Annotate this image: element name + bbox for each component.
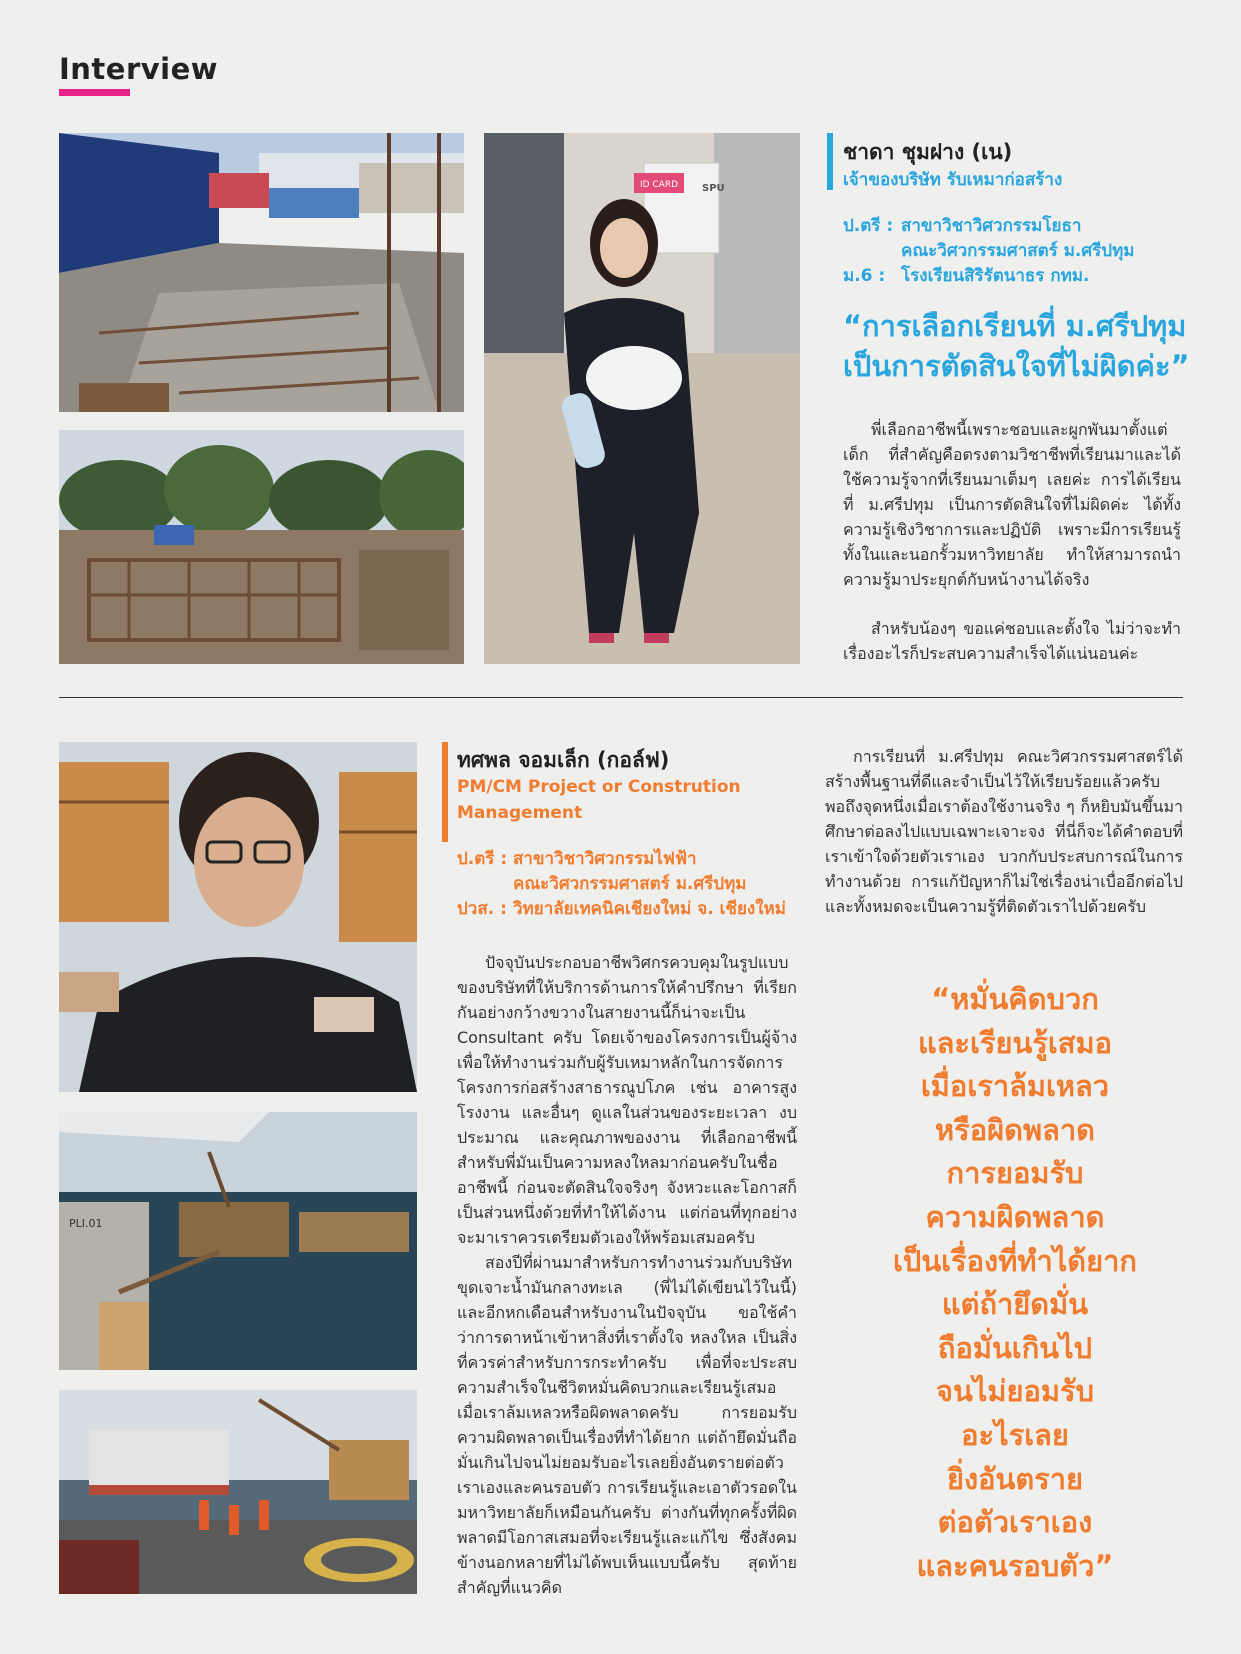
profile2-accent-bar [442, 742, 448, 842]
offshore-platform-photo-1 [59, 1112, 417, 1370]
profile2-body-paragraph-1: ปัจจุบันประกอบอาชีพวิศกรควบคุมในรูปแบบของบริษัทที่ให้บริการด้านการให้คำปรึกษา ที่เรียกกันอย่างกว้างขวางในสายงานนี้ก็น่าจะเป็น Consultant ครับ โดยเจ้าของโครงการเป็นผู้จ้างเพื่อให้ทำงานร่วมกับผู้รับเหมาหลักในการจัดการโครงการก่อสร้างสาธารณูปโภค เช่น อาคารสูง โรงงาน และอื่นๆ ดูแลในส่วนของระยะเวลา งบประมาณ และคุณภาพของงาน ที่เลือกอาชีพนี้ สำหรับพี่มันเป็นความหลงใหลมาก่อนครับในชื่ออาชีพนี้ ก่อนจะตัดสินใจจริงๆ จังหวะและโอกาสก็เป็นส่วนหนึ่งด้วยที่ทำให้ได้งาน แต่ก่อนที่ทุกอย่างจะมาเราควรเตรียมตัวเองให้พร้อมเสมอครับ [457, 953, 797, 1247]
profile2-education [457, 847, 786, 922]
education-value: สาขาวิชาวิศวกรรมไฟฟ้า [513, 849, 697, 869]
id-card-sign-text: ID CARD [639, 180, 679, 190]
profile2-name: ทศพล จอมเล็ก (กอล์ฟ) [457, 748, 670, 772]
education-row [843, 264, 1135, 289]
profile1-body-paragraph-2: สำหรับน้องๆ ขอแค่ชอบและตั้งใจ ไม่ว่าจะทำเรื่องอะไรก็ประสบความสำเร็จได้แน่นอนค่ะ [843, 619, 1181, 663]
quote-line: ยิ่งอันตราย [946, 1461, 1084, 1496]
quote-line: จนไม่ยอมรับ [935, 1374, 1095, 1409]
profile1-role: เจ้าของบริษัท รับเหมาก่อสร้าง [843, 170, 1063, 190]
education-value: วิทยาลัยเทคนิคเชียงใหม่ จ. เชียงใหม่ [513, 899, 786, 919]
profile1-name: ชาดา ชุมฝาง (เน) [843, 140, 1013, 164]
profile1-pull-quote [843, 306, 1190, 386]
profile2-body-paragraph-2: สองปีที่ผ่านมาสำหรับการทำงานร่วมกับบริษัทขุดเจาะน้ำมันกลางทะเล (พี่ไม่ได้เขียนไว้ในนี้) และอีกหกเดือนสำหรับงานในปัจจุบัน ขอใช้คำว่าการดาหน้าเข้าหาสิ่งที่เราตั้งใจ หลงใหล เป็นสิ่งที่ควรค่าสำหรับการกระทำครับ เพื่อที่จะประสบความสำเร็จในชีวิตหมั่นคิดบวกและเรียนรู้เสมอเมื่อเราล้มเหลวหรือผิดพลาดครับ การยอมรับความผิดพลาดเป็นเรื่องที่ทำได้ยาก แต่ถ้ายึดมั่นถือมั่นเกินไปจนไม่ยอมรับอะไรเลยยิ่งอันตรายต่อตัวเราเองและคนรอบตัว การเรียนรู้และเอาตัวรอดในมหาวิทยาลัยก็เหมือนกันครับ ต่างกันที่ทุกครั้งที่ผิดพลาดมีโอกาสเสมอที่จะเรียนรู้และแก้ไข ซึ่งสังคมข้างนอกหลายที่ไม่ได้พบเห็นแบบนี้ครับ สุดท้ายสำคัญที่แนวคิด [457, 1253, 797, 1597]
selfie-photo-profile2 [59, 742, 417, 1092]
education-row [457, 897, 786, 922]
profile2-pull-quote [850, 978, 1180, 1588]
quote-line: อะไรเลย [961, 1417, 1069, 1452]
section-title: Interview [59, 52, 219, 86]
profile2-role: PM/CM Project or Constrution Management [457, 777, 741, 823]
education-value: สาขาวิชาวิศวกรรมโยธา [901, 216, 1082, 236]
quote-line: เป็นการตัดสินใจที่ไม่ผิดค่ะ” [843, 349, 1190, 383]
profile1-education [843, 214, 1135, 289]
education-row [457, 872, 786, 897]
education-label: ป.ตรี : [457, 849, 508, 869]
quote-line: เป็นเรื่องที่ทำได้ยาก [893, 1243, 1137, 1278]
quote-line: ต่อตัวเราเอง [937, 1505, 1093, 1540]
profile2-body-paragraph-3: การเรียนที่ ม.ศรีปทุม คณะวิศวกรรมศาสตร์ได้สร้างพื้นฐานที่ดีและจำเป็นไว้ให้เรียบร้อยแล้วครับ พอถึงจุดหนึ่งเมื่อเราต้องใช้งานจริง ๆ ก็หยิบมันขึ้นมาศึกษาต่อลงไปแบบเฉพาะเจาะจง ที่นี่ก็จะได้คำตอบที่เราเข้าใจด้วยตัวเราเอง บวกกับประสบการณ์ในการทำงานด้วย การแก้ปัญหาก็ไม่ใช่เรื่องน่าเบื่ออีกต่อไปและทั้งหมดจะเป็นความรู้ที่ติดตัวเราไปด้วยครับ [825, 747, 1183, 916]
education-value: โรงเรียนสิริรัตนาธร กทม. [901, 266, 1090, 286]
quote-line: หรือผิดพลาด [935, 1112, 1095, 1147]
education-value: คณะวิศวกรรมศาสตร์ ม.ศรีปทุม [513, 874, 747, 894]
construction-site-photo-1 [59, 133, 464, 412]
section-divider [59, 697, 1183, 698]
spu-sign-text: SPU [702, 183, 725, 194]
quote-line: “หมั่นคิดบวก [931, 982, 1099, 1016]
offshore-platform-photo-2 [59, 1390, 417, 1594]
quote-line: ความผิดพลาด [925, 1199, 1105, 1234]
quote-line: เมื่อเราล้มเหลว [920, 1069, 1110, 1104]
education-row [843, 214, 1135, 239]
quote-line: การยอมรับ [946, 1156, 1084, 1191]
education-row [457, 847, 786, 872]
education-label: ปวส. : [457, 899, 507, 919]
education-label: ม.6 : [843, 266, 886, 286]
quote-line: ถือมั่นเกินไป [937, 1330, 1093, 1365]
profile1-accent-bar [827, 133, 833, 190]
construction-site-photo-2 [59, 430, 464, 664]
platform-label-text: PLI.01 [69, 1217, 103, 1230]
quote-line: “การเลือกเรียนที่ ม.ศรีปทุม [843, 309, 1187, 343]
education-row [843, 239, 1135, 264]
portrait-photo-profile1 [484, 133, 800, 664]
title-underline [59, 89, 130, 96]
quote-line: แต่ถ้ายึดมั่น [941, 1287, 1089, 1322]
quote-line: และคนรอบตัว” [916, 1548, 1114, 1583]
education-label: ป.ตรี : [843, 216, 894, 236]
education-value: คณะวิศวกรรมศาสตร์ ม.ศรีปทุม [901, 241, 1135, 261]
quote-line: และเรียนรู้เสมอ [917, 1025, 1113, 1060]
profile1-body-paragraph-1: พี่เลือกอาชีพนี้เพราะชอบและผูกพันมาตั้งแต่เด็ก ที่สำคัญคือตรงตามวิชาชีพที่เรียนมาและได้ใช้ความรู้จากที่เรียนมาเต็มๆ เลยค่ะ การได้เรียนที่ ม.ศรีปทุม เป็นการตัดสินใจที่ไม่ผิดค่ะ ได้ทั้งความรู้เชิงวิชาการและปฏิบัติ เพราะมีการเรียนรู้ทั้งในและนอกรั้วมหาวิทยาลัย ทำให้สามารถนำความรู้มาประยุกต์กับหน้างานได้จริง [843, 420, 1181, 589]
